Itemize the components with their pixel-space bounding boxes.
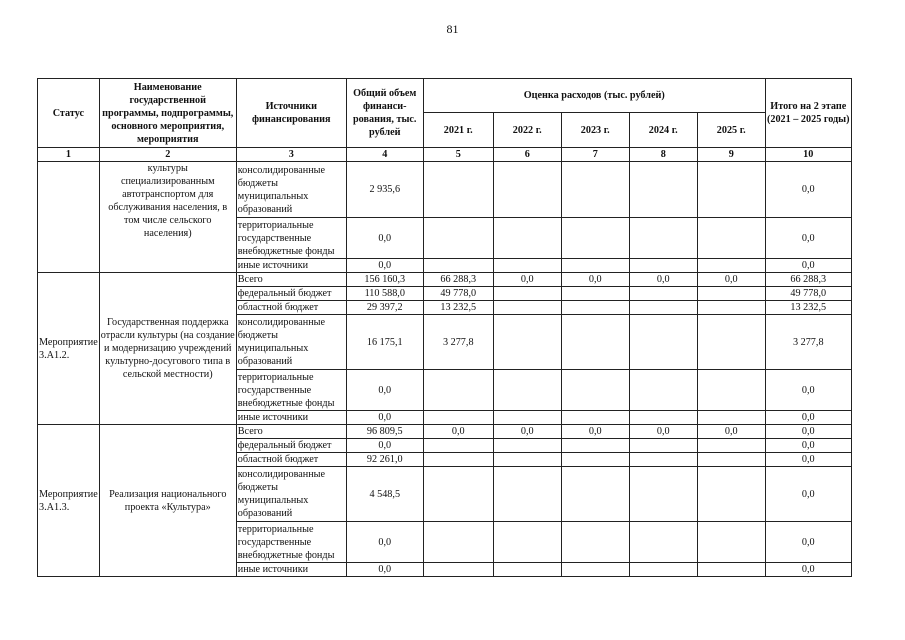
year-value-cell — [629, 453, 697, 467]
year-value-cell — [697, 162, 765, 218]
year-value-cell — [423, 439, 493, 453]
year-value-cell — [423, 467, 493, 522]
source-cell: Всего — [236, 425, 346, 439]
financing-table — [37, 78, 852, 577]
year-value-cell — [697, 467, 765, 522]
year-value-cell — [423, 259, 493, 273]
year-value-cell: 0,0 — [493, 425, 561, 439]
status-cell: Мероприятие 3.А1.3. — [38, 425, 100, 577]
year-value-cell — [697, 259, 765, 273]
year-value-cell — [629, 467, 697, 522]
stage-total-cell: 0,0 — [765, 439, 851, 453]
year-value-cell — [493, 411, 561, 425]
header-name: Наименование государственной программы, подпрограммы, основного мероприятия, мероприятия — [99, 79, 236, 148]
header-year: 2023 г. — [561, 113, 629, 148]
total-cell: 0,0 — [346, 411, 423, 425]
year-value-cell: 0,0 — [423, 425, 493, 439]
total-cell: 4 548,5 — [346, 467, 423, 522]
year-value-cell — [629, 439, 697, 453]
header-year: 2025 г. — [697, 113, 765, 148]
year-value-cell — [629, 287, 697, 301]
year-value-cell — [697, 218, 765, 259]
header-total: Общий объем финанси-рования, тыс. рублей — [346, 79, 423, 148]
year-value-cell — [493, 162, 561, 218]
column-number: 6 — [493, 148, 561, 162]
total-cell: 110 588,0 — [346, 287, 423, 301]
year-value-cell — [561, 439, 629, 453]
source-cell: иные источники — [236, 259, 346, 273]
stage-total-cell: 0,0 — [765, 453, 851, 467]
total-cell: 0,0 — [346, 563, 423, 577]
year-value-cell — [493, 301, 561, 315]
year-value-cell — [629, 259, 697, 273]
year-value-cell — [493, 522, 561, 563]
year-value-cell — [561, 453, 629, 467]
year-value-cell — [629, 563, 697, 577]
measure-name-cell: Реализация национального проекта «Культура» — [99, 425, 236, 577]
year-value-cell: 66 288,3 — [423, 273, 493, 287]
source-cell: Всего — [236, 273, 346, 287]
column-number: 7 — [561, 148, 629, 162]
total-cell: 2 935,6 — [346, 162, 423, 218]
year-value-cell — [561, 522, 629, 563]
stage-total-cell: 0,0 — [765, 259, 851, 273]
column-number-row — [38, 148, 852, 162]
year-value-cell — [423, 162, 493, 218]
table-row — [38, 425, 852, 439]
year-value-cell — [561, 218, 629, 259]
stage-total-cell: 0,0 — [765, 411, 851, 425]
measure-name-cell: Государственная поддержка отрасли культуры (на создание и модернизацию учреждений культурно-досугового типа в сельской местности) — [99, 273, 236, 425]
year-value-cell — [561, 411, 629, 425]
year-value-cell — [561, 467, 629, 522]
year-value-cell: 0,0 — [697, 273, 765, 287]
header-stage-total: Итого на 2 этапе (2021 – 2025 годы) — [765, 79, 851, 148]
year-value-cell — [493, 370, 561, 411]
stage-total-cell: 0,0 — [765, 522, 851, 563]
year-value-cell — [423, 563, 493, 577]
source-cell: федеральный бюджет — [236, 439, 346, 453]
column-number: 3 — [236, 148, 346, 162]
year-value-cell — [561, 301, 629, 315]
year-value-cell — [629, 301, 697, 315]
stage-total-cell: 0,0 — [765, 162, 851, 218]
stage-total-cell: 0,0 — [765, 467, 851, 522]
year-value-cell — [493, 315, 561, 370]
year-value-cell — [493, 259, 561, 273]
header-estimate: Оценка расходов (тыс. рублей) — [423, 79, 765, 113]
year-value-cell — [697, 315, 765, 370]
total-cell: 0,0 — [346, 522, 423, 563]
total-cell: 0,0 — [346, 439, 423, 453]
source-cell: территориальные государственные внебюджетные фонды — [236, 522, 346, 563]
year-value-cell — [493, 218, 561, 259]
stage-total-cell: 13 232,5 — [765, 301, 851, 315]
year-value-cell — [493, 467, 561, 522]
year-value-cell — [697, 370, 765, 411]
year-value-cell — [697, 301, 765, 315]
year-value-cell — [629, 315, 697, 370]
year-value-cell — [629, 522, 697, 563]
year-value-cell — [423, 411, 493, 425]
year-value-cell — [561, 162, 629, 218]
column-number: 9 — [697, 148, 765, 162]
total-cell: 0,0 — [346, 218, 423, 259]
year-value-cell — [629, 411, 697, 425]
stage-total-cell: 0,0 — [765, 563, 851, 577]
total-cell: 0,0 — [346, 370, 423, 411]
measure-name-cell: культуры специализированным автотранспортом для обслуживания населения, в том числе сельского населения) — [99, 162, 236, 273]
year-value-cell — [629, 218, 697, 259]
year-value-cell — [629, 370, 697, 411]
year-value-cell: 0,0 — [629, 425, 697, 439]
source-cell: областной бюджет — [236, 453, 346, 467]
total-cell: 0,0 — [346, 259, 423, 273]
year-value-cell — [493, 439, 561, 453]
column-number: 8 — [629, 148, 697, 162]
header-year: 2021 г. — [423, 113, 493, 148]
status-cell: Мероприятие 3.А1.2. — [38, 273, 100, 425]
column-number: 5 — [423, 148, 493, 162]
stage-total-cell: 0,0 — [765, 425, 851, 439]
column-number: 4 — [346, 148, 423, 162]
year-value-cell — [629, 162, 697, 218]
header-status: Статус — [38, 79, 100, 148]
year-value-cell: 0,0 — [561, 273, 629, 287]
year-value-cell — [493, 563, 561, 577]
source-cell: иные источники — [236, 563, 346, 577]
stage-total-cell: 0,0 — [765, 370, 851, 411]
total-cell: 156 160,3 — [346, 273, 423, 287]
header-year: 2022 г. — [493, 113, 561, 148]
year-value-cell — [493, 287, 561, 301]
year-value-cell — [561, 287, 629, 301]
year-value-cell: 0,0 — [493, 273, 561, 287]
stage-total-cell: 3 277,8 — [765, 315, 851, 370]
year-value-cell — [697, 563, 765, 577]
year-value-cell — [423, 453, 493, 467]
header-year: 2024 г. — [629, 113, 697, 148]
column-number: 1 — [38, 148, 100, 162]
year-value-cell — [697, 287, 765, 301]
stage-total-cell: 0,0 — [765, 218, 851, 259]
total-cell: 16 175,1 — [346, 315, 423, 370]
table-row — [38, 162, 852, 218]
year-value-cell — [561, 259, 629, 273]
year-value-cell — [423, 522, 493, 563]
year-value-cell — [493, 453, 561, 467]
year-value-cell — [697, 522, 765, 563]
source-cell: иные источники — [236, 411, 346, 425]
year-value-cell — [423, 218, 493, 259]
year-value-cell — [561, 315, 629, 370]
source-cell: консолидированные бюджеты муниципальных образований — [236, 315, 346, 370]
column-number: 2 — [99, 148, 236, 162]
header-sources: Источники финансирования — [236, 79, 346, 148]
year-value-cell: 49 778,0 — [423, 287, 493, 301]
year-value-cell — [697, 453, 765, 467]
source-cell: федеральный бюджет — [236, 287, 346, 301]
year-value-cell — [423, 370, 493, 411]
total-cell: 29 397,2 — [346, 301, 423, 315]
total-cell: 96 809,5 — [346, 425, 423, 439]
year-value-cell — [561, 370, 629, 411]
source-cell: территориальные государственные внебюджетные фонды — [236, 218, 346, 259]
table-row — [38, 273, 852, 287]
stage-total-cell: 66 288,3 — [765, 273, 851, 287]
status-cell — [38, 162, 100, 273]
year-value-cell — [697, 439, 765, 453]
source-cell: консолидированные бюджеты муниципальных образований — [236, 467, 346, 522]
year-value-cell — [561, 563, 629, 577]
page-number: 81 — [446, 22, 459, 36]
year-value-cell: 0,0 — [697, 425, 765, 439]
year-value-cell: 0,0 — [561, 425, 629, 439]
source-cell: территориальные государственные внебюджетные фонды — [236, 370, 346, 411]
year-value-cell — [697, 411, 765, 425]
total-cell: 92 261,0 — [346, 453, 423, 467]
source-cell: областной бюджет — [236, 301, 346, 315]
year-value-cell: 13 232,5 — [423, 301, 493, 315]
column-number: 10 — [765, 148, 851, 162]
year-value-cell: 0,0 — [629, 273, 697, 287]
year-value-cell: 3 277,8 — [423, 315, 493, 370]
source-cell: консолидированные бюджеты муниципальных образований — [236, 162, 346, 218]
stage-total-cell: 49 778,0 — [765, 287, 851, 301]
